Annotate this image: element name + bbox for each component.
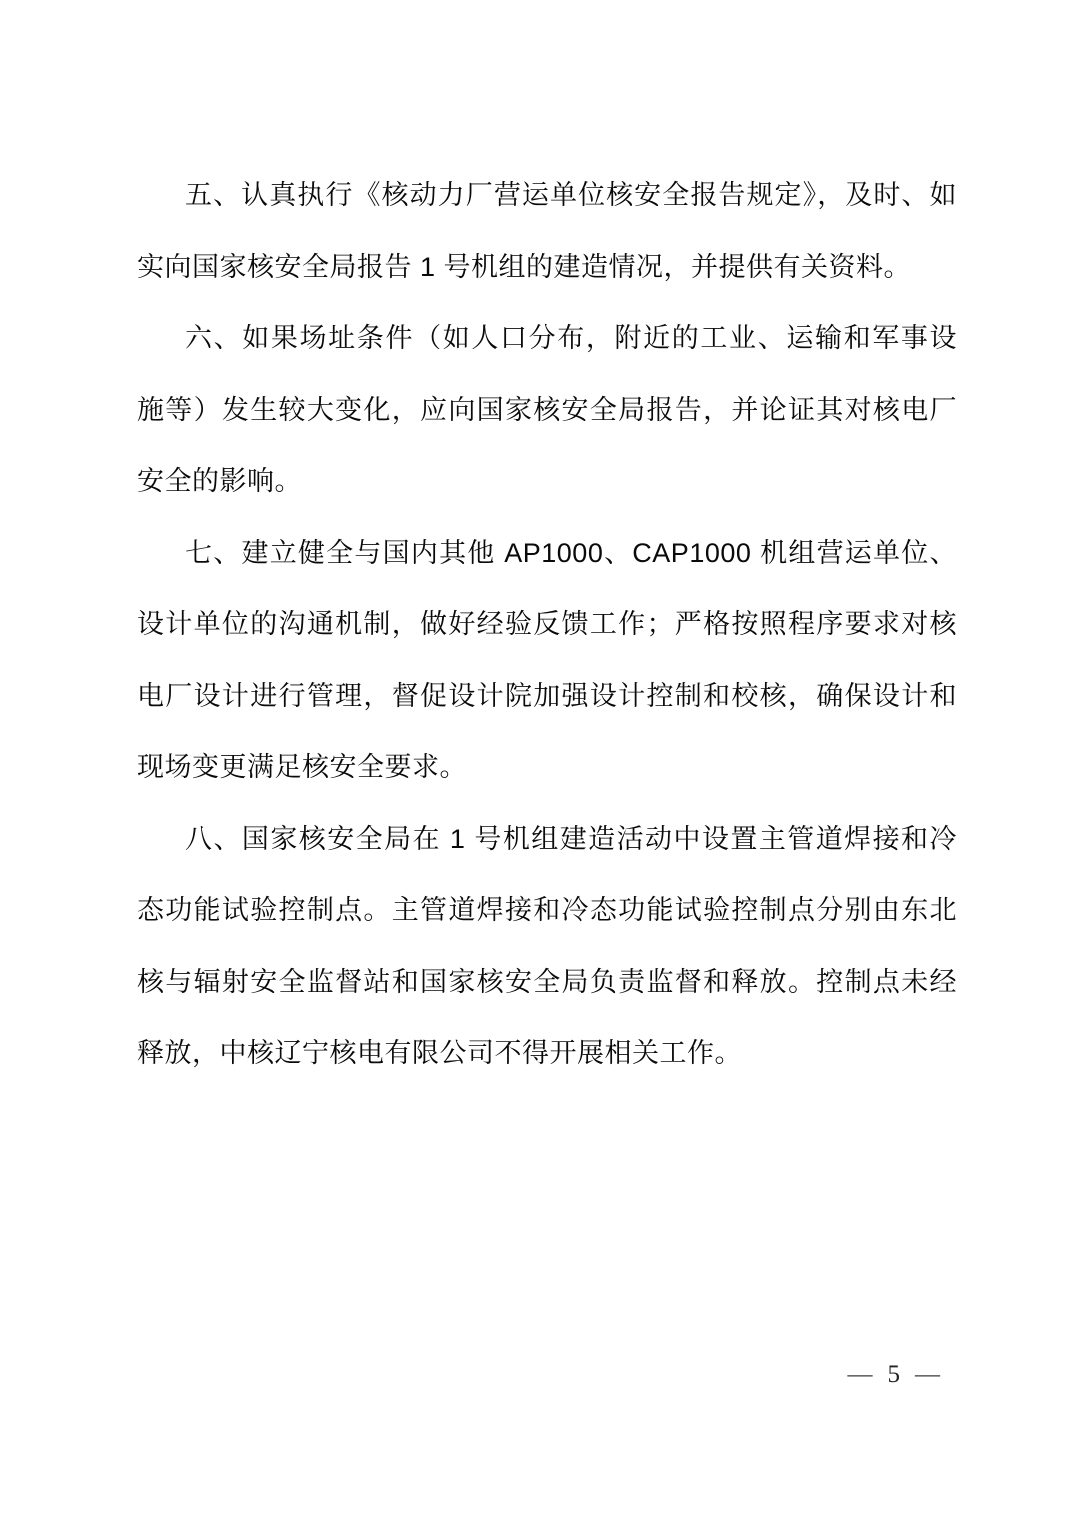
page-footer	[848, 1361, 941, 1389]
page-number: 5	[887, 1361, 900, 1388]
para-6-line-1: 六、如果场址条件（如人口分布，附近的工业、运输和军事设	[185, 323, 957, 353]
para-6-line-3: 安全的影响。	[137, 466, 302, 496]
para-7-line-2: 设计单位的沟通机制，做好经验反馈工作；严格按照程序要求对核	[137, 609, 957, 639]
para-8-line-3: 核与辐射安全监督站和国家核安全局负责监督和释放。控制点未经	[137, 966, 957, 997]
para-5-line-2: 实向国家核安全局报告 1 号机组的建造情况，并提供有关资料。	[137, 251, 912, 282]
para-7-line-1: 七、建立健全与国内其他 AP1000、CAP1000 机组营运单位、	[185, 537, 957, 568]
para-8-line-4: 释放，中核辽宁核电有限公司不得开展相关工作。	[137, 1038, 742, 1068]
para-7-line-4: 现场变更满足核安全要求。	[137, 752, 467, 782]
footer-dash-right: —	[915, 1361, 940, 1388]
document-body	[137, 160, 957, 1090]
para-7-line-3: 电厂设计进行管理，督促设计院加强设计控制和校核，确保设计和	[137, 680, 957, 711]
para-8-line-1: 八、国家核安全局在 1 号机组建造活动中设置主管道焊接和冷	[185, 823, 957, 854]
footer-dash-left: —	[847, 1361, 873, 1388]
para-6-line-2: 施等）发生较大变化，应向国家核安全局报告，并论证其对核电厂	[137, 394, 957, 425]
para-5-line-1: 五、认真执行《核动力厂营运单位核安全报告规定》，及时、如	[185, 180, 957, 210]
para-8-line-2: 态功能试验控制点。主管道焊接和冷态功能试验控制点分别由东北	[137, 895, 957, 925]
